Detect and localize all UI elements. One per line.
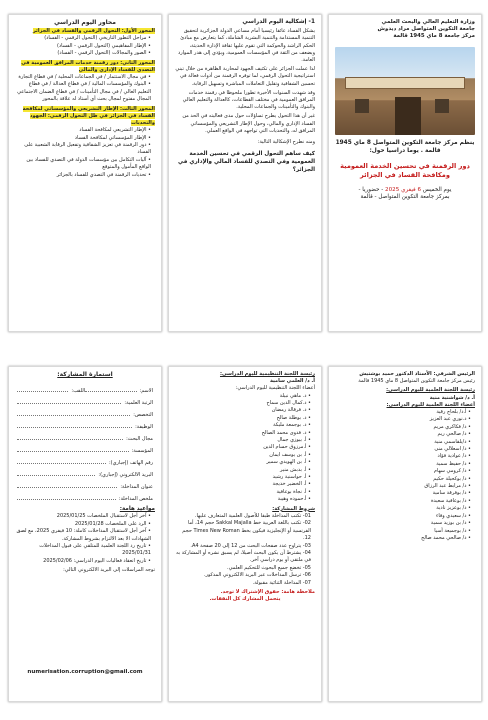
axes-title: محاور اليوم الدراسي — [54, 19, 116, 26]
form-field-institution[interactable]: المؤسسة: — [17, 442, 153, 454]
axis-3-title: المحور الثالث: الإطار التشريعي والمؤسساتي لمكافحة الفساد في الجزائر في ظل التحول الرقمي: الجهود والتحديات — [22, 105, 155, 127]
list-item: • د/ بوكحيلة حكيم — [335, 476, 471, 483]
list-item: • د. ماهي نبيلة — [175, 393, 311, 400]
list-item: • د/ كرومي سهام — [335, 468, 471, 475]
cover-intro: ينظم مركز جامعة التكوين المتواصل 8 ماي 1945 قالمة . يوما دراسيا حول: — [335, 139, 475, 154]
list-item: • د.كمال الدين سماح — [175, 400, 311, 407]
axis-3-item: • تحديات الرقمنة في التصدي للفساد بالجزائر — [15, 172, 151, 179]
axis-2-note: المجال مفتوح لمجال بحث أي أستاذ له علاقة بالمحور — [42, 96, 151, 103]
honorary-president: الرئيس الشرفي: الأستاذ الدكتور حميد بوشتيش — [359, 371, 475, 377]
form-field-title[interactable]: عنوان المداخلة: — [17, 478, 153, 490]
list-item: • أ. الخضير خديجة — [175, 481, 311, 488]
problem-paragraph: يشكل الفساد عائقا رئيسيا أمام مساعي الدولة الجزائرية لتحقيق التنمية المستدامة والتنمية البشرية الشاملة، كما يتعارض مع مبادئ الحكم الراشد والحوكمة التي تقوم عليها ثقافة الإدارة الحديثة، ويضعف من الثقة في المؤسسات العمومية، ويؤدي إلى هدر الموارد العامة. — [178, 28, 315, 64]
sci-committee-title: رئيسة اللجنة العلمية لليوم الدراسي: — [386, 387, 475, 394]
list-item: • د/ اسعلالي منى — [335, 446, 471, 453]
list-item: 06- ترسل المداخلات عبر البريد الالكتروني المذكور. — [203, 572, 311, 579]
list-item: • د/ بوعزيز نادية — [335, 505, 471, 512]
panel-form — [8, 366, 162, 702]
form-field-summary[interactable]: ملخص المداخلة: — [17, 490, 153, 502]
date-item: • آخر أجل لاستقبال المداخلات كاملة: 10 فيفري 2025، مع لصق الشهادات الا بعد الالتزام بشروط المشاركة. — [15, 528, 151, 543]
axis-3-item: • الإطار التشريعي لمكافحة الفساد — [15, 127, 151, 134]
list-item: • د/ فكاكري مريم — [335, 424, 471, 431]
cover-date: 6 فيفري 2025 — [385, 186, 422, 193]
list-item: • د/ حفيظ سمية — [335, 461, 471, 468]
panel-organizing — [168, 366, 322, 702]
list-item: • أ. بدبش منير — [175, 467, 311, 474]
university-line: جامعة التكوين المتواصل مراد ديدوش — [377, 26, 475, 33]
problem-paragraph: غير أن هذا التحول يطرح تساؤلات حول مدى فعاليته في الحد من الفساد الإداري والمالي، وحول الإطار التشريعي والمؤسساتي المرافق له، والتحديات التي تواجهه في الواقع العملي. — [182, 113, 315, 134]
list-item: 04- يشترط أن يكون البحث أصيلا، لم يسبق نشره أو المشاركة به في ملتقى أو يوم دراسي آخر. — [176, 549, 311, 564]
date-item: • آخر أجل لاستقبال الملخصات 2025/01/25 — [15, 513, 151, 520]
form-field-job[interactable]: الوظيفة: — [17, 418, 153, 430]
axis-2-item: • في مجال الاستثمار / في الجماعات المحلية / في قطاع التجارة — [15, 74, 151, 81]
list-item: • د.نوري عبد العزيز — [335, 416, 471, 423]
list-item: • أ.حموده وهيبة — [175, 496, 311, 503]
org-committee-title: رئيسة اللجنة التنظيمية لليوم الدراسي: — [219, 371, 315, 377]
dates-title: مواعيد هامة: — [119, 506, 155, 513]
org-members-title: أعضاء اللجنة التنظيمية لليوم الدراسي: — [235, 385, 315, 392]
axis-3-item: • الإطار المؤسساتي لمكافحة الفساد — [15, 135, 151, 142]
axis-1-title: المحور الأول: التحول الرقمي والفساد في الجزائر — [32, 28, 155, 35]
axis-1-item: • الإطار المفاهيمي (التحول الرقمي - الفساد) — [15, 43, 151, 50]
problem-question: كيف ساهم التحول الرقمي في تحسين الخدمة العمومية وفي التصدي للفساد المالي والإداري في الجزائر؟ — [178, 151, 315, 174]
list-item: • د/ بوجميعة أسيا — [335, 528, 471, 535]
note-title: ملاحظة هامة: حقوق الإشتراك لا توجد. — [220, 588, 315, 595]
form-field-rank[interactable]: الرتبة العلمية: — [17, 394, 153, 406]
contact-email[interactable]: numerisation.corruption@gmail.com — [27, 669, 143, 675]
panel-cover — [328, 14, 482, 332]
university-building-photo — [335, 47, 475, 135]
list-item: • أ.د/ بلحاج رقية — [335, 409, 471, 416]
list-item: • د. فرقالة رمضان — [175, 407, 311, 414]
list-item: • د/ سعيدي وفاء — [335, 513, 471, 520]
sci-committee-head: أ. د/ شواشنية منية — [429, 394, 475, 401]
cover-date-line: يوم الخميس 6 فيفري 2025 - حضوريا - — [358, 186, 452, 193]
list-item: • د/بلقاسمي منية — [335, 439, 471, 446]
form-field-phone[interactable]: رقم الهاتف (إجباري): — [17, 454, 153, 466]
contact-label: توجه المراسلات إلى البريد الالكتروني التالي: — [63, 567, 155, 574]
cover-venue: بمركز جامعة التكوين المتواصل - قالمة — [360, 193, 450, 200]
list-item: 05- تخضع جميع البحوث للتحكيم العلمي. — [227, 564, 311, 571]
sci-members-title: أعضاء اللجنة العلمية لليوم الدراسي: — [386, 401, 475, 408]
list-item: • د. فدوى محمد الصالح — [175, 430, 311, 437]
list-item: • د/ صالحي محمد صالح — [335, 535, 471, 542]
panel-axes — [8, 14, 162, 332]
axis-2-item: • البنوك والمؤسسات المالية / في قطاع العدالة / في قطاع التعليم العالي / في مجال التأمينات / في قطاع الضمان الاجتماعي — [15, 81, 151, 96]
form-field-first-name[interactable]: الاسم: اللقب: — [17, 382, 153, 394]
list-item: • أ. حواسنية رشيد — [175, 474, 311, 481]
axis-3-item: • دور الرقمنة في تعزيز الشفافية وتفعيل الرقابة الشعبية على الفساد — [15, 142, 151, 157]
list-item: • د/ بوعافية سعيدة — [335, 498, 471, 505]
list-item: • أ. نجاة بوعافية — [175, 489, 311, 496]
list-item: 02- تكتب باللغة العربية خط Sakkal Majalla حجم 14، أما الفرنسية أو الإنجليزية فيكون بخط Times New Roman حجم 12. — [182, 520, 311, 542]
form-field-email[interactable]: البريد الالكتروني (إجباري): — [17, 466, 153, 478]
problem-paragraph: لذا عملت الجزائر على تكثيف الجهود لمحاربة الظاهرة من خلال تبني استراتيجية التحول الرقمي، لما توفره الرقمنة من أدوات فعالة في تحسين الشفافية وتقليل التعاملات المباشرة وتسهيل الرقابة. — [175, 66, 315, 87]
list-item: • د/ بن بوزيد سمية — [335, 520, 471, 527]
axis-1-item: • مراحل التطور التاريخي (التحول الرقمي - الفساد) — [15, 35, 151, 42]
list-item: 01- تكتب المداخلة طبقا للأصول العلمية المتعارف عليها. — [194, 512, 311, 519]
list-item: • أ. بيوزي جمال — [175, 437, 311, 444]
date-item: • تاريخ رد اللجنة العلمية للمتلقي على قبول المداخلات 2025/01/31 — [15, 543, 151, 558]
list-item: • د/ صالحي ريم — [335, 431, 471, 438]
form-title: استمارة المشاركة: — [57, 371, 113, 378]
list-item: 03- يتراوح عدد صفحات البحث من 12 إلى 20 صفحة A4. — [190, 542, 311, 549]
list-item: • د/ عوادية فؤاد — [335, 453, 471, 460]
rules-list — [169, 513, 321, 587]
form-field-specialty[interactable]: التخصص: — [17, 406, 153, 418]
list-item: • د/ مرابط عبد الرزاق — [335, 483, 471, 490]
panel-scientific — [328, 366, 482, 702]
list-item: • د. بوجمعة مليكة — [175, 422, 311, 429]
org-committee-head: أ. د/ العلمي سامية — [269, 378, 315, 385]
axis-1-item: • الصور والمجالات (التحول الرقمي - الفساد) — [15, 50, 151, 57]
axis-2-title: المحور الثاني: دور رقمنة خدمات المرافق العمومية في التصدي للفساد الإداري والمالي — [21, 59, 155, 73]
date-item: • تاريخ انعقاد فعاليات اليوم الدراسي: 2025/02/06 — [15, 558, 151, 565]
problem-question-label: ومنه نطرح الإشكالية التالية: — [257, 139, 315, 146]
form-field-research[interactable]: مجال البحث: — [17, 430, 153, 442]
panel-problem — [168, 14, 322, 332]
list-item: • د. بوطلة صالح — [175, 415, 311, 422]
sci-members-list — [329, 409, 481, 542]
list-item: • أ.مرزوق حسام الدين — [175, 444, 311, 451]
note-costs: يتحمل المشارك كل النفقات. — [209, 596, 281, 603]
problem-paragraph: وقد شهدت السنوات الأخيرة تطورا ملحوظا في رقمنة خدمات المرافق العمومية في مختلف القطاعات، كالعدالة والتعليم العالي والبنوك والتأمينات والجماعات المحلية. — [182, 89, 315, 111]
org-members-list — [169, 393, 321, 504]
list-item: 07- المداخلة الثنائية مقبولة. — [252, 579, 311, 586]
center-president: رئيس مركز جامعة التكوين المتواصل 8 ماي 1945 قالمة — [358, 378, 475, 385]
problem-heading: 1- إشكالية اليوم الدراسي — [242, 19, 315, 25]
rules-title: شروط المشاركة: — [272, 505, 315, 512]
list-item: • د/ بوفرقة سامية — [335, 490, 471, 497]
ministry-line: وزارة التعليم العالي والبحث العلمي — [381, 19, 475, 25]
list-item: • أ. بن يوسف ايمان — [175, 452, 311, 459]
date-item: • الرد على الملخصات 2025/01/28 — [15, 521, 151, 528]
axis-3-item: • آليات التكامل بين مؤسسات الدولة في التصدي للفساد بين الواقع المأمول والمتوقع — [15, 157, 151, 172]
list-item: • أ. بن الهويدي سمير — [175, 459, 311, 466]
center-line: مركز جامعة 8 ماي 1945 قالمة — [393, 33, 475, 40]
cover-topic: دور الرقمنة في تحسين الخدمة العمومية ومكافحة الفساد في الجزائر — [340, 161, 470, 179]
